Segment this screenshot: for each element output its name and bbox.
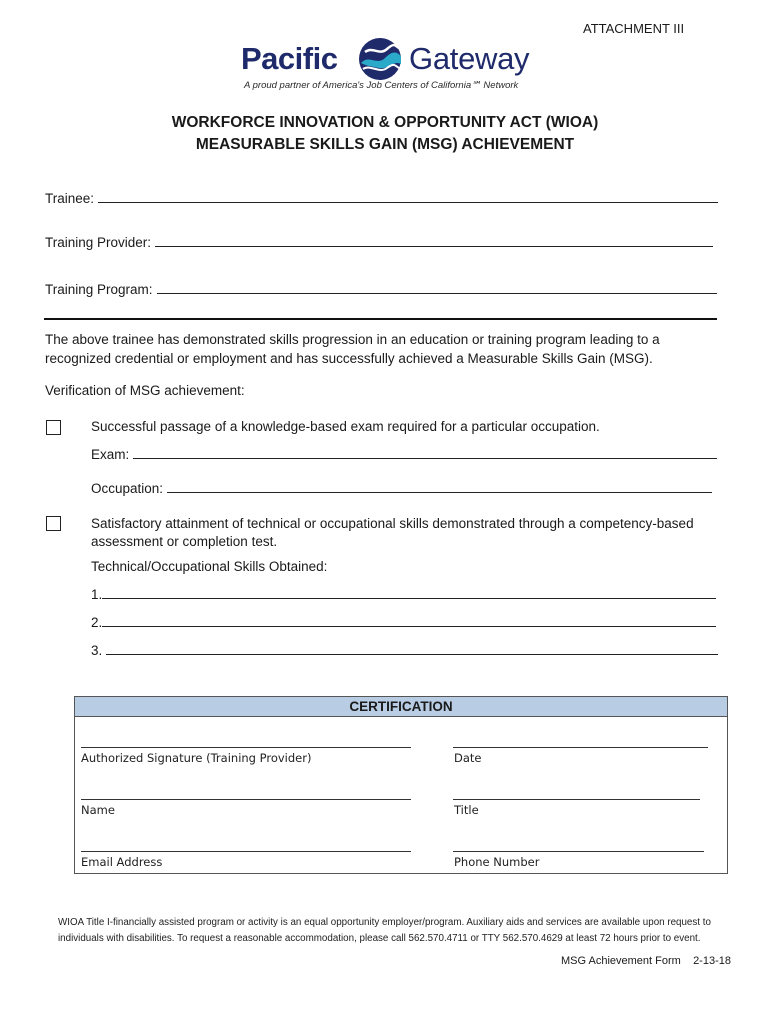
training-provider-field: [45, 234, 713, 250]
exam-checkbox[interactable]: [46, 420, 61, 435]
skill-item-1: [91, 586, 716, 602]
exam-option-text: Successful passage of a knowledge-based exam required for a particular occupation.: [91, 419, 600, 434]
statement-paragraph: The above trainee has demonstrated skills progression in an education or training program leading to a recognized credential or employment and has successfully achieved a Measurable Skills Gain (MSG).: [45, 332, 660, 366]
exam-input-line[interactable]: [133, 446, 717, 459]
form-title-line1: WORKFORCE INNOVATION & OPPORTUNITY ACT (WIOA): [171, 114, 599, 131]
training-program-input-line[interactable]: [157, 281, 717, 294]
pacific-gateway-logo: [240, 36, 540, 91]
occupation-input-line[interactable]: [167, 480, 712, 493]
skill-item-2-number: 2.: [91, 615, 103, 630]
skill-item-3: [91, 642, 718, 658]
logo-word-pacific: Pacific: [241, 41, 338, 76]
verification-heading: Verification of MSG achievement:: [45, 383, 245, 398]
training-provider-input-line[interactable]: [155, 234, 713, 247]
certification-heading: CERTIFICATION: [75, 697, 727, 717]
skill-item-1-input-line[interactable]: [102, 586, 716, 599]
certification-box: [74, 696, 728, 874]
trainee-label: Trainee:: [45, 191, 95, 206]
skill-item-3-input-line[interactable]: [106, 642, 718, 655]
title-line[interactable]: [453, 799, 700, 800]
skills-heading: Technical/Occupational Skills Obtained:: [91, 559, 328, 574]
form-date: 2-13-18: [693, 955, 731, 967]
skills-checkbox[interactable]: [46, 516, 61, 531]
email-label: Email Address: [81, 855, 163, 869]
section-divider: [44, 318, 717, 320]
skills-option-text: Satisfactory attainment of technical or occupational skills demonstrated through a competency-based assessment or completion test.: [91, 516, 694, 549]
occupation-field: [91, 480, 712, 496]
signature-label: Authorized Signature (Training Provider): [81, 751, 312, 765]
training-program-field: [45, 281, 717, 297]
phone-label: Phone Number: [454, 855, 540, 869]
skill-item-2: [91, 614, 716, 630]
skill-item-1-number: 1.: [91, 587, 103, 602]
trainee-field: [45, 190, 718, 206]
skill-item-2-input-line[interactable]: [102, 614, 716, 627]
logo-word-gateway: Gateway: [409, 41, 530, 76]
date-label: Date: [454, 751, 482, 765]
email-line[interactable]: [81, 851, 411, 852]
phone-line[interactable]: [453, 851, 704, 852]
exam-label: Exam:: [91, 447, 130, 462]
signature-line[interactable]: [81, 747, 411, 748]
date-line[interactable]: [453, 747, 708, 748]
exam-field: [91, 446, 717, 462]
name-line[interactable]: [81, 799, 411, 800]
skill-item-3-number: 3.: [91, 643, 103, 658]
form-identifier: [561, 955, 731, 967]
name-label: Name: [81, 803, 115, 817]
title-label: Title: [454, 803, 479, 817]
form-name: MSG Achievement Form: [561, 955, 681, 967]
training-provider-label: Training Provider:: [45, 235, 152, 250]
trainee-input-line[interactable]: [98, 190, 718, 203]
form-title-line2: MEASURABLE SKILLS GAIN (MSG) ACHIEVEMENT: [195, 136, 575, 153]
attachment-label: ATTACHMENT III: [583, 21, 685, 36]
wave-emblem-icon: [357, 36, 403, 82]
occupation-label: Occupation:: [91, 481, 164, 496]
equal-opportunity-notice: WIOA Title I-financially assisted program or activity is an equal opportunity employer/program. Auxiliary aids and services are available upon request to individuals with disabilities. To request a reasonable accommodation, please call 562.570.4711 or TTY 562.570.4629 at least 72 hours prior to event.: [58, 917, 711, 944]
training-program-label: Training Program:: [45, 282, 153, 297]
logo-tagline: A proud partner of America's Job Centers of California℠ Network: [244, 80, 519, 91]
